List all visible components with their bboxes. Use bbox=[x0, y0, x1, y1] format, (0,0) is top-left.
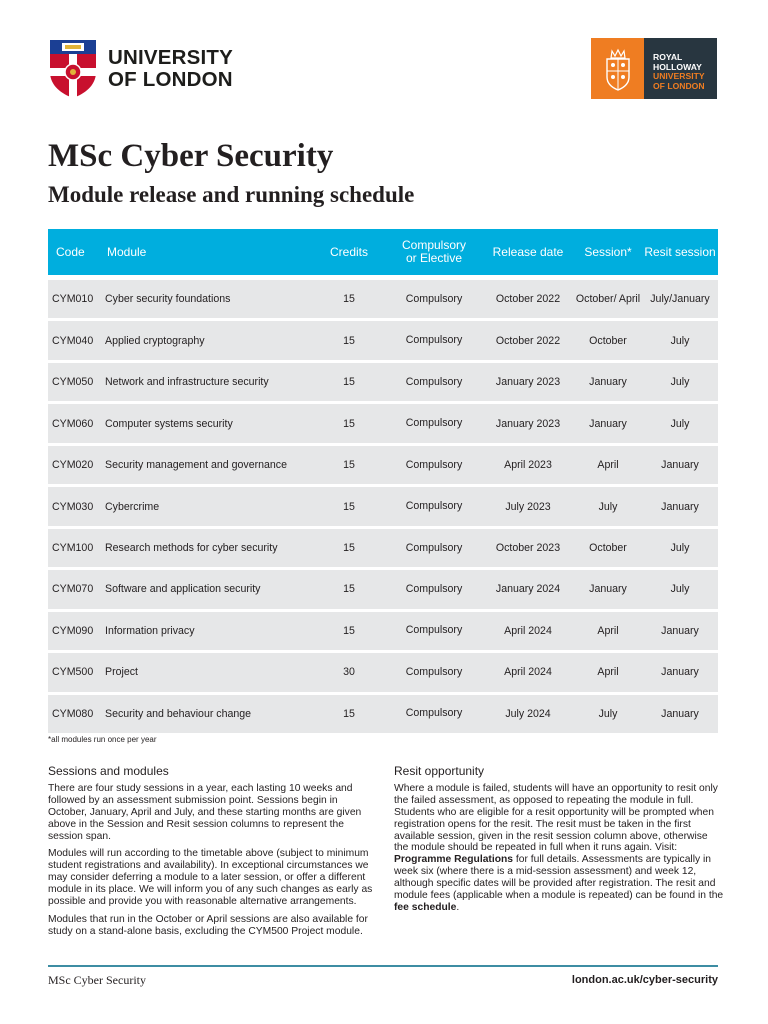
table-footnote: *all modules run once per year bbox=[48, 735, 157, 744]
cell-credits: 15 bbox=[343, 459, 355, 472]
cell-release-date: April 2024 bbox=[504, 666, 552, 679]
cell-credits: 15 bbox=[343, 542, 355, 554]
sessions-paragraph-2: Modules will run according to the timetable above (subject to minimum student registrations and availability). In exceptional circumstances we may consider deferring a module to a later session, or offer a different module in its place. We will inform you of any such changes as early as possible and provide you with reasonable alternative arrangements. bbox=[48, 848, 373, 908]
cell-credits: 15 bbox=[343, 334, 355, 347]
cell-module: Cybercrime bbox=[105, 500, 160, 513]
cell-type: Compulsory bbox=[405, 665, 463, 678]
rh-logo-line4: OF LONDON bbox=[653, 80, 705, 91]
rh-logo-line2: HOLLOWAY bbox=[653, 61, 702, 72]
resit-text-b: for full details. Assessments are typically in week six (where there is a mid-session assessment) and week 12, although specific dates will be provided after registration. The resit and module fees (applicable when a module is repeated) can be found in the bbox=[394, 854, 724, 902]
cell-resit-session: July bbox=[670, 542, 690, 554]
header-compulsory-line1: Compulsory bbox=[401, 238, 467, 252]
cell-session: January bbox=[589, 583, 627, 596]
cell-credits: 15 bbox=[343, 500, 355, 513]
cell-credits: 15 bbox=[343, 583, 355, 596]
cell-type: Compulsory bbox=[405, 541, 463, 554]
resit-text-a: Where a module is failed, students will have an opportunity to resit only the failed assessment, as opposed to repeating the module in full. Students who are eligible for a resit opportunity will be prompted when registration opens for the resit. The resit must be taken in the first available session, given in the resit session column above, otherwise the module should be repeated in full when it runs again. Visit: bbox=[394, 782, 718, 854]
resit-paragraph bbox=[394, 783, 724, 914]
cell-release-date: January 2024 bbox=[495, 583, 561, 596]
cell-module: Security management and governance bbox=[105, 459, 287, 472]
cell-module: Project bbox=[105, 666, 138, 679]
cell-session: July bbox=[598, 500, 618, 513]
royal-holloway-crest-icon bbox=[591, 38, 644, 99]
cell-module: Applied cryptography bbox=[105, 334, 205, 347]
cell-type: Compulsory bbox=[405, 582, 463, 595]
cell-module: Research methods for cyber security bbox=[105, 542, 278, 554]
cell-release-date: April 2023 bbox=[504, 459, 552, 472]
cell-module: Network and infrastructure security bbox=[105, 376, 269, 389]
cell-code: CYM040 bbox=[52, 334, 94, 347]
resit-opportunity-section bbox=[394, 766, 724, 920]
cell-resit-session: July bbox=[670, 376, 690, 389]
cell-credits: 15 bbox=[343, 624, 355, 637]
footer-programme-name: MSc Cyber Security bbox=[48, 973, 146, 987]
header-code: Code bbox=[56, 245, 85, 259]
university-of-london-logo bbox=[48, 38, 233, 100]
table-row bbox=[48, 612, 718, 650]
uol-shield-icon bbox=[48, 38, 98, 100]
cell-type: Compulsory bbox=[405, 334, 463, 347]
cell-type: Compulsory bbox=[405, 458, 463, 471]
rh-logo-line3: UNIVERSITY bbox=[653, 71, 705, 82]
cell-type: Compulsory bbox=[405, 375, 463, 388]
uol-logo-line2: OF LONDON bbox=[108, 68, 233, 91]
cell-code: CYM030 bbox=[52, 500, 94, 513]
cell-code: CYM050 bbox=[52, 376, 94, 389]
cell-credits: 15 bbox=[343, 707, 355, 720]
header-compulsory bbox=[386, 239, 482, 265]
cell-resit-session: January bbox=[661, 666, 699, 679]
cell-type: Compulsory bbox=[405, 500, 463, 513]
cell-session: January bbox=[589, 376, 627, 389]
cell-resit-session: July bbox=[670, 334, 690, 347]
sessions-paragraph-1: There are four study sessions in a year, each lasting 10 weeks and followed by an assessment submission point. Sessions begin in October, January, April and July, and these starting months are given above in the Session and Resit session columns to represent the session span. bbox=[48, 782, 362, 842]
cell-resit-session: January bbox=[661, 624, 699, 637]
cell-release-date: October 2022 bbox=[495, 334, 561, 347]
cell-credits: 15 bbox=[343, 417, 355, 430]
cell-session: April bbox=[597, 666, 619, 679]
cell-module: Information privacy bbox=[105, 624, 195, 637]
cell-resit-session: July/January bbox=[650, 293, 710, 306]
table-row bbox=[48, 280, 718, 318]
sessions-heading: Sessions and modules bbox=[48, 764, 169, 778]
cell-release-date: October 2022 bbox=[495, 293, 561, 306]
module-schedule-table bbox=[48, 229, 718, 733]
cell-module: Software and application security bbox=[105, 583, 261, 596]
header-session: Session* bbox=[584, 245, 632, 259]
table-row bbox=[48, 487, 718, 525]
cell-type: Compulsory bbox=[405, 707, 463, 720]
cell-credits: 15 bbox=[343, 376, 355, 389]
cell-release-date: October 2023 bbox=[495, 542, 561, 554]
page-subtitle: Module release and running schedule bbox=[48, 182, 415, 207]
cell-session: October bbox=[589, 542, 627, 554]
cell-session: April bbox=[597, 624, 619, 637]
cell-module: Cyber security foundations bbox=[105, 293, 231, 306]
fee-schedule-link[interactable]: fee schedule bbox=[394, 901, 457, 913]
footer-url-link[interactable]: london.ac.uk/cyber-security bbox=[571, 974, 718, 986]
cell-release-date: January 2023 bbox=[495, 376, 561, 389]
cell-code: CYM100 bbox=[52, 542, 94, 554]
cell-resit-session: January bbox=[661, 459, 699, 472]
header-resit-session: Resit session bbox=[644, 245, 716, 259]
cell-code: CYM070 bbox=[52, 583, 94, 596]
cell-release-date: July 2023 bbox=[505, 500, 551, 513]
footer-divider bbox=[48, 965, 718, 967]
table-row bbox=[48, 529, 718, 567]
resit-text-c: . bbox=[456, 901, 460, 913]
cell-credits: 30 bbox=[343, 666, 355, 679]
table-row bbox=[48, 363, 718, 401]
header-credits: Credits bbox=[329, 245, 368, 259]
table-row bbox=[48, 570, 718, 608]
table-row bbox=[48, 404, 718, 442]
cell-module: Security and behaviour change bbox=[105, 707, 252, 720]
table-body bbox=[48, 280, 718, 733]
table-header-row bbox=[48, 229, 718, 275]
cell-type: Compulsory bbox=[405, 417, 463, 430]
sessions-paragraph-3: Modules that run in the October or April sessions are also available for study on a stand-alone basis, excluding the CYM500 Project module. bbox=[48, 913, 368, 937]
cell-code: CYM500 bbox=[52, 666, 94, 679]
royal-holloway-logo bbox=[591, 38, 717, 99]
cell-code: CYM060 bbox=[52, 417, 94, 430]
rh-logo-line1: ROYAL bbox=[653, 52, 683, 62]
programme-regulations-link[interactable]: Programme Regulations bbox=[394, 854, 514, 866]
cell-resit-session: July bbox=[670, 583, 690, 596]
cell-session: January bbox=[589, 417, 627, 430]
header-release-date: Release date bbox=[492, 245, 564, 259]
cell-session: October bbox=[589, 334, 627, 347]
cell-session: April bbox=[597, 459, 619, 472]
cell-code: CYM080 bbox=[52, 707, 94, 720]
cell-release-date: April 2024 bbox=[504, 624, 552, 637]
page-title: MSc Cyber Security bbox=[48, 138, 334, 174]
uol-logo-line1: UNIVERSITY bbox=[108, 46, 234, 69]
sessions-and-modules-section bbox=[48, 766, 378, 944]
table-row bbox=[48, 653, 718, 691]
cell-code: CYM090 bbox=[52, 624, 94, 637]
cell-session: October/ April bbox=[575, 293, 641, 306]
cell-resit-session: July bbox=[670, 417, 690, 430]
cell-module: Computer systems security bbox=[105, 417, 233, 430]
table-row bbox=[48, 695, 718, 733]
table-row bbox=[48, 321, 718, 359]
cell-release-date: January 2023 bbox=[495, 417, 561, 430]
cell-type: Compulsory bbox=[405, 292, 463, 305]
cell-credits: 15 bbox=[343, 293, 355, 306]
table-row bbox=[48, 446, 718, 484]
cell-code: CYM020 bbox=[52, 459, 94, 472]
cell-type: Compulsory bbox=[405, 624, 463, 637]
cell-release-date: July 2024 bbox=[505, 707, 551, 720]
cell-session: July bbox=[598, 707, 618, 720]
cell-code: CYM010 bbox=[52, 293, 94, 306]
header-module: Module bbox=[107, 245, 147, 259]
header-compulsory-line2: or Elective bbox=[405, 251, 463, 265]
resit-heading: Resit opportunity bbox=[394, 764, 485, 778]
cell-resit-session: January bbox=[661, 707, 699, 720]
cell-resit-session: January bbox=[661, 500, 699, 513]
